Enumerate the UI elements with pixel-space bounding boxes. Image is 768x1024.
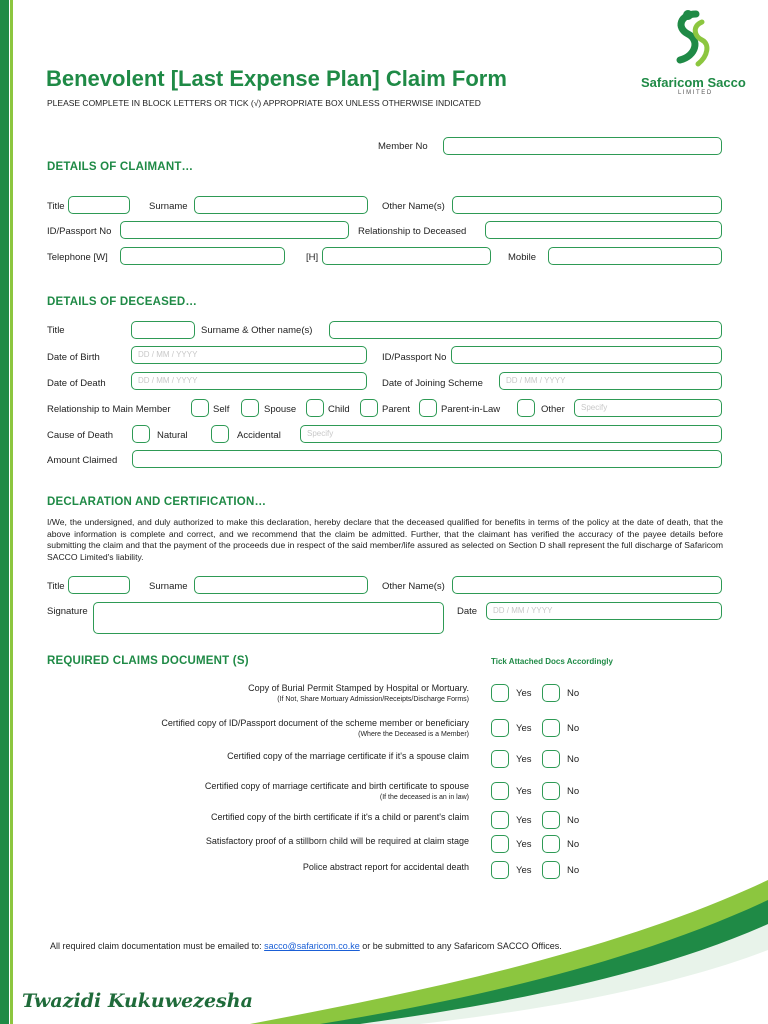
claimant-title-label: Title bbox=[47, 201, 65, 212]
member-no-label: Member No bbox=[378, 141, 428, 152]
claimant-mobile-label: Mobile bbox=[508, 252, 536, 263]
submission-note bbox=[50, 941, 562, 951]
document-no-label: No bbox=[567, 723, 580, 734]
safaricom-sacco-logo bbox=[636, 6, 756, 101]
document-no-label: No bbox=[567, 786, 580, 797]
deceased-dob-label: Date of Birth bbox=[47, 352, 100, 363]
cause-specify-field[interactable] bbox=[300, 425, 722, 443]
document-yes-checkbox[interactable] bbox=[491, 719, 509, 737]
deceased-joining-field[interactable] bbox=[499, 372, 722, 390]
deceased-id-field[interactable] bbox=[451, 346, 722, 364]
claimant-other-names-field[interactable] bbox=[452, 196, 722, 214]
declaration-text: I/We, the undersigned, and duly authorized to make this declaration, hereby declare that the deceased qualified for benefits in terms of the policy at the date of death, that the above information is complete and correct, and we recommend that the claim be admitted. Further, that the claimant has verified the accuracy of the payee details before submitting the claim and that the payment of the proceeds due in respect of the said member/life assured as selected on Section D shall represent the full discharge of Safaricom SACCO Limited's liability. bbox=[47, 517, 723, 562]
claimant-mobile-field[interactable] bbox=[548, 247, 722, 265]
rel-child-checkbox[interactable] bbox=[306, 399, 324, 417]
rel-specify-placeholder: Specify bbox=[581, 403, 608, 412]
document-yes-checkbox[interactable] bbox=[491, 835, 509, 853]
deceased-joining-label: Date of Joining Scheme bbox=[382, 378, 483, 389]
document-item-subtext: (Where the Deceased is a Member) bbox=[358, 731, 469, 738]
rel-child-label: Child bbox=[328, 404, 350, 415]
cause-accidental-checkbox[interactable] bbox=[211, 425, 229, 443]
document-item-label bbox=[211, 812, 469, 823]
document-item-text: Satisfactory proof of a stillborn child will be required at claim stage bbox=[205, 836, 469, 846]
document-item-text: Police abstract report for accidental death bbox=[302, 862, 469, 872]
form-instructions: PLEASE COMPLETE IN BLOCK LETTERS OR TICK (√) APPROPRIATE BOX UNLESS OTHERWISE INDICATED bbox=[47, 98, 481, 108]
claimant-heading: DETAILS OF CLAIMANT… bbox=[47, 161, 194, 173]
claimant-id-label: ID/Passport No bbox=[47, 226, 112, 237]
document-item-text: Copy of Burial Permit Stamped by Hospital or Mortuary. bbox=[248, 683, 469, 693]
document-no-label: No bbox=[567, 688, 580, 699]
dod-placeholder: DD / MM / YYYY bbox=[138, 376, 198, 385]
slogan: Twazidi Kukuwezesha bbox=[22, 990, 253, 1012]
documents-heading: REQUIRED CLAIMS DOCUMENT (S) bbox=[47, 655, 249, 667]
document-no-checkbox[interactable] bbox=[542, 861, 560, 879]
deceased-relationship-label: Relationship to Main Member bbox=[47, 404, 171, 415]
document-yes-checkbox[interactable] bbox=[491, 782, 509, 800]
rel-self-label: Self bbox=[213, 404, 230, 415]
declaration-date-label: Date bbox=[457, 606, 478, 617]
rel-other-label: Other bbox=[541, 404, 565, 415]
form-title: Benevolent [Last Expense Plan] Claim Form bbox=[46, 66, 507, 91]
rel-parent-checkbox[interactable] bbox=[360, 399, 378, 417]
claimant-id-field[interactable] bbox=[120, 221, 349, 239]
amount-claimed-field[interactable] bbox=[132, 450, 722, 468]
document-yes-checkbox[interactable] bbox=[491, 811, 509, 829]
document-item-label bbox=[206, 836, 469, 847]
document-no-checkbox[interactable] bbox=[542, 782, 560, 800]
document-no-label: No bbox=[567, 754, 580, 765]
document-item-text: Certified copy of ID/Passport document of the scheme member or beneficiary bbox=[161, 718, 469, 728]
document-no-label: No bbox=[567, 865, 580, 876]
deceased-dob-field[interactable] bbox=[131, 346, 367, 364]
signature-label: Signature bbox=[47, 606, 88, 617]
rel-parent-label: Parent bbox=[382, 404, 410, 415]
declarant-surname-field[interactable] bbox=[194, 576, 368, 594]
claimant-telephone-h-field[interactable] bbox=[322, 247, 491, 265]
document-no-label: No bbox=[567, 815, 580, 826]
declarant-surname-label: Surname bbox=[149, 581, 188, 592]
claimant-other-names-label: Other Name(s) bbox=[382, 201, 445, 212]
deceased-title-label: Title bbox=[47, 325, 65, 336]
submission-note-post: or be submitted to any Safaricom SACCO Offices. bbox=[359, 941, 562, 951]
document-item-subtext: (If the deceased is an in law) bbox=[379, 794, 469, 801]
rel-other-checkbox[interactable] bbox=[517, 399, 535, 417]
amount-claimed-label: Amount Claimed bbox=[47, 455, 118, 466]
deceased-surname-other-field[interactable] bbox=[329, 321, 722, 339]
document-no-checkbox[interactable] bbox=[542, 750, 560, 768]
left-border-accent bbox=[10, 0, 13, 1024]
member-no-field[interactable] bbox=[443, 137, 722, 155]
declaration-date-field[interactable] bbox=[486, 602, 722, 620]
document-no-label: No bbox=[567, 839, 580, 850]
sacco-email-link[interactable]: sacco@safaricom.co.ke bbox=[264, 941, 360, 951]
deceased-surname-other-label: Surname & Other name(s) bbox=[201, 325, 313, 336]
document-no-checkbox[interactable] bbox=[542, 719, 560, 737]
document-item-label bbox=[303, 862, 469, 873]
deceased-id-label: ID/Passport No bbox=[382, 352, 447, 363]
deceased-dod-field[interactable] bbox=[131, 372, 367, 390]
tick-note: Tick Attached Docs Accordingly bbox=[491, 657, 613, 666]
document-item-text: Certified copy of the birth certificate if it's a child or parent's claim bbox=[210, 812, 469, 822]
left-border-stripe bbox=[0, 0, 9, 1024]
claimant-telephone-w-label: Telephone [W] bbox=[47, 252, 108, 263]
document-yes-label: Yes bbox=[516, 815, 532, 826]
document-yes-label: Yes bbox=[516, 688, 532, 699]
deceased-heading: DETAILS OF DECEASED… bbox=[47, 296, 198, 308]
cause-specify-placeholder: Specify bbox=[307, 429, 334, 438]
document-yes-checkbox[interactable] bbox=[491, 861, 509, 879]
document-yes-checkbox[interactable] bbox=[491, 684, 509, 702]
document-item-label bbox=[161, 718, 469, 740]
dob-placeholder: DD / MM / YYYY bbox=[138, 350, 198, 359]
claimant-surname-field[interactable] bbox=[194, 196, 368, 214]
rel-spouse-label: Spouse bbox=[264, 404, 297, 415]
document-item-text: Certified copy of marriage certificate and birth certificate to spouse bbox=[204, 781, 469, 791]
declarant-title-field[interactable] bbox=[68, 576, 130, 594]
declaration-heading: DECLARATION AND CERTIFICATION… bbox=[47, 496, 267, 508]
rel-self-checkbox[interactable] bbox=[191, 399, 209, 417]
claimant-telephone-h-label: [H] bbox=[306, 252, 319, 263]
claimant-relationship-field[interactable] bbox=[485, 221, 722, 239]
rel-spouse-checkbox[interactable] bbox=[241, 399, 259, 417]
document-no-checkbox[interactable] bbox=[542, 811, 560, 829]
claimant-relationship-label: Relationship to Deceased bbox=[358, 226, 467, 237]
document-no-checkbox[interactable] bbox=[542, 684, 560, 702]
claimant-telephone-w-field[interactable] bbox=[120, 247, 285, 265]
signature-field[interactable] bbox=[93, 602, 444, 634]
cause-accidental-label: Accidental bbox=[237, 430, 281, 441]
rel-parent-in-law-label: Parent-in-Law bbox=[441, 404, 501, 415]
claimant-title-field[interactable] bbox=[68, 196, 130, 214]
cause-of-death-label: Cause of Death bbox=[47, 430, 114, 441]
cause-natural-label: Natural bbox=[157, 430, 188, 441]
sacco-s-logo-icon bbox=[636, 6, 756, 68]
document-yes-label: Yes bbox=[516, 723, 532, 734]
rel-parent-in-law-checkbox[interactable] bbox=[419, 399, 437, 417]
declarant-other-names-label: Other Name(s) bbox=[382, 581, 445, 592]
document-item-label bbox=[205, 781, 469, 803]
document-yes-label: Yes bbox=[516, 865, 532, 876]
deceased-title-field[interactable] bbox=[131, 321, 195, 339]
cause-natural-checkbox[interactable] bbox=[132, 425, 150, 443]
document-yes-label: Yes bbox=[516, 754, 532, 765]
document-item-label bbox=[227, 751, 469, 762]
document-yes-label: Yes bbox=[516, 786, 532, 797]
declarant-other-names-field[interactable] bbox=[452, 576, 722, 594]
document-no-checkbox[interactable] bbox=[542, 835, 560, 853]
rel-other-specify-field[interactable] bbox=[574, 399, 722, 417]
document-item-label bbox=[248, 683, 469, 705]
document-yes-checkbox[interactable] bbox=[491, 750, 509, 768]
declaration-date-placeholder: DD / MM / YYYY bbox=[493, 606, 553, 615]
logo-name: Safaricom Sacco bbox=[641, 75, 746, 90]
logo-subtitle: L I M I T E D bbox=[678, 90, 712, 96]
document-item-text: Certified copy of the marriage certificate if it's a spouse claim bbox=[227, 751, 469, 761]
joining-placeholder: DD / MM / YYYY bbox=[506, 376, 566, 385]
deceased-dod-label: Date of Death bbox=[47, 378, 106, 389]
document-item-subtext: (If Not, Share Mortuary Admission/Receipts/Discharge Forms) bbox=[277, 696, 469, 703]
submission-note-pre: All required claim documentation must be emailed to: bbox=[50, 941, 265, 951]
document-yes-label: Yes bbox=[516, 839, 532, 850]
declarant-title-label: Title bbox=[47, 581, 65, 592]
claimant-surname-label: Surname bbox=[149, 201, 188, 212]
